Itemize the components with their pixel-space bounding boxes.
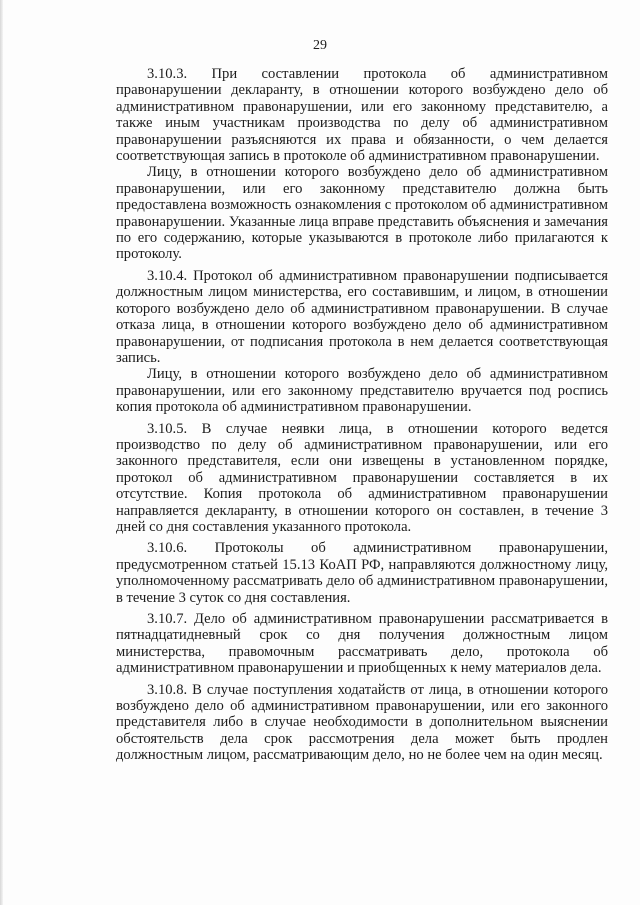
paragraph-3-10-4-cont: Лицу, в отношении которого возбуждено дело об административном правонарушении, или его законному представителю вручается под роспись копия протокола об административном правонарушении.	[116, 366, 608, 416]
paragraph-3-10-3: 3.10.3. При составлении протокола об административном правонарушении декларанту, в отношении которого возбуждено дело об административном правонарушении, или его законному представителю, а также иным участникам производства по делу об административном правонарушении разъясняются их права и обязанности, о чем делается соответствующая запись в протоколе об административном правонарушении.	[116, 66, 608, 165]
paragraph-3-10-6: 3.10.6. Протоколы об административном правонарушении, предусмотренном статьей 15.13 КоАП РФ, направляются должностному лицу, уполномоченному рассматривать дело об административном правонарушении, в течение 3 суток со дня составления.	[116, 540, 608, 606]
document-body	[116, 66, 608, 769]
paragraph-3-10-7: 3.10.7. Дело об административном правонарушении рассматривается в пятнадцатидневный срок со дня получения должностным лицом министерства, правомочным рассматривать дело, протокола об административном правонарушении и приобщенных к нему материалов дела.	[116, 611, 608, 677]
paragraph-3-10-5: 3.10.5. В случае неявки лица, в отношении которого ведется производство по делу об административном правонарушении, или его законного представителя, если они извещены в установленном порядке, протокол об административном правонарушении составляется в их отсутствие. Копия протокола об административном правонарушении направляется декларанту, в отношении которого он составлен, в течение 3 дней со дня составления указанного протокола.	[116, 420, 608, 535]
paragraph-3-10-3-cont: Лицу, в отношении которого возбуждено дело об административном правонарушении, или его законному представителю должна быть предоставлена возможность ознакомления с протоколом об административном правонарушении. Указанные лица вправе представить объяснения и замечания по его содержанию, которые указываются в протоколе либо прилагаются к протоколу.	[116, 164, 608, 263]
scan-edge	[0, 0, 3, 905]
page-number: 29	[313, 38, 327, 53]
paragraph-3-10-8: 3.10.8. В случае поступления ходатайств от лица, в отношении которого возбуждено дело об административном правонарушении, или его законного представителя либо в случае необходимости в дополнительном выяснении обстоятельств дела срок рассмотрения дела может быть продлен должностным лицом, рассматривающим дело, но не более чем на один месяц.	[116, 681, 608, 764]
paragraph-3-10-4: 3.10.4. Протокол об административном правонарушении подписывается должностным лицом министерства, его составившим, и лицом, в отношении которого возбуждено дело об административном правонарушении. В случае отказа лица, в отношении которого возбуждено дело об административном правонарушении, от подписания протокола в нем делается соответствующая запись.	[116, 267, 608, 366]
